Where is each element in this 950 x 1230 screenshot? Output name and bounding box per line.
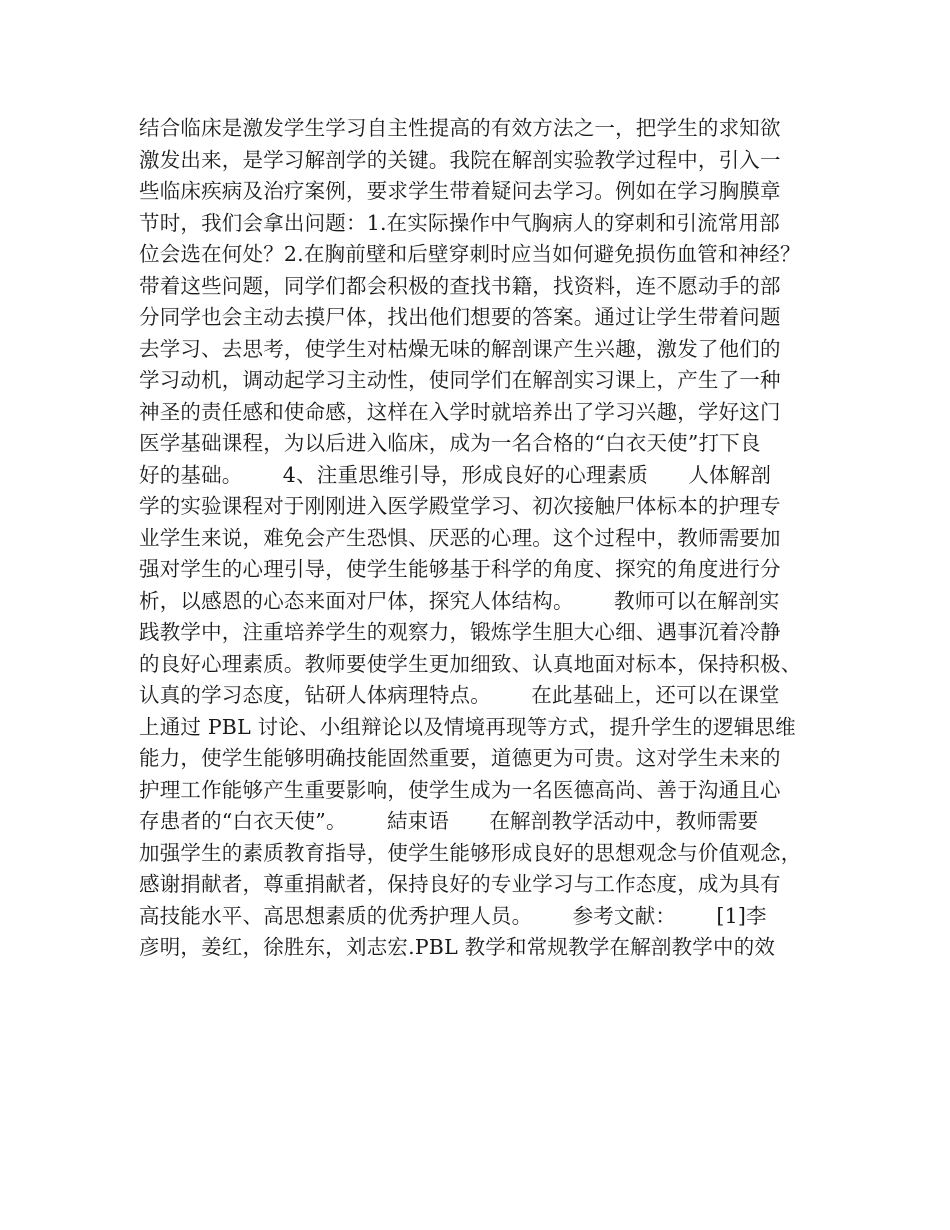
text-line: 加强学生的素质教育指导，使学生能够形成良好的思想观念与价值观念，	[139, 840, 802, 865]
text-line: 去学习、去思考，使学生对枯燥无味的解剖课产生兴趣，激发了他们的	[139, 336, 781, 361]
text-line: 业学生来说，难免会产生恐惧、厌恶的心理。这个过程中，教师需要加	[139, 525, 781, 550]
text-line: 好的基础。 4、注重思维引导，形成良好的心理素质 人体解剖	[139, 462, 772, 487]
text-line: 学习动机，调动起学习主动性，使同学们在解剖实习课上，产生了一种	[139, 368, 781, 392]
text-line: 激发出来，是学习解剖学的关键。我院在解剖实验教学过程中，引入一	[139, 147, 781, 172]
text-line: 上通过 PBL 讨论、小组辩论以及情境再现等方式，提升学生的逻辑思维	[139, 714, 796, 739]
text-line: 位会选在何处？2.在胸前壁和后壁穿刺时应当如何避免损伤血管和神经？	[139, 242, 801, 266]
text-line: 彦明，姜红，徐胜东，刘志宏.PBL 教学和常规教学在解剖教学中的效	[139, 935, 776, 959]
text-line: 高技能水平、高思想素质的优秀护理人员。 参考文献： [1]李	[139, 903, 767, 928]
text-line: 些临床疾病及治疗案例，要求学生带着疑问去学习。例如在学习胸膜章	[139, 179, 781, 203]
text-line: 医学基础课程，为以后进入临床，成为一名合格的“白衣天使”打下良	[139, 431, 761, 455]
text-line: 带着这些问题，同学们都会积极的查找书籍，找资料，连不愿动手的部	[139, 273, 781, 298]
text-line: 存患者的“白衣天使”。 結束语 在解剖教学活动中，教师需要	[139, 809, 759, 833]
text-line: 感谢捐献者，尊重捐献者，保持良好的专业学习与工作态度，成为具有	[139, 872, 781, 896]
text-line: 能力，使学生能够明确技能固然重要，道德更为可贵。这对学生未来的	[139, 746, 781, 770]
text-line: 结合临床是激发学生学习自主性提高的有效方法之一，把学生的求知欲	[139, 116, 781, 140]
text-line: 的良好心理素质。教师要使学生更加细致、认真地面对标本，保持积极、	[139, 651, 802, 676]
text-line: 学的实验课程对于刚刚进入医学殿堂学习、初次接触尸体标本的护理专	[139, 494, 781, 518]
text-line: 分同学也会主动去摸尸体，找出他们想要的答案。通过让学生带着问题	[139, 305, 781, 329]
text-line: 强对学生的心理引导，使学生能够基于科学的角度、探究的角度进行分	[139, 557, 781, 581]
body-text	[139, 113, 815, 964]
text-line: 节时，我们会拿出问题：1.在实际操作中气胸病人的穿刺和引流常用部	[139, 210, 780, 235]
text-line: 认真的学习态度，钻研人体病理特点。 在此基础上，还可以在课堂	[139, 683, 780, 707]
text-line: 析，以感恩的心态来面对尸体，探究人体结构。 教师可以在解剖实	[139, 588, 780, 613]
text-line: 护理工作能够产生重要影响，使学生成为一名医德高尚、善于沟通且心	[139, 777, 781, 802]
text-line: 神圣的责任感和使命感，这样在入学时就培养出了学习兴趣，学好这门	[139, 399, 781, 424]
text-line: 践教学中，注重培养学生的观察力，锻炼学生胆大心细、遇事沉着冷静	[139, 620, 781, 644]
